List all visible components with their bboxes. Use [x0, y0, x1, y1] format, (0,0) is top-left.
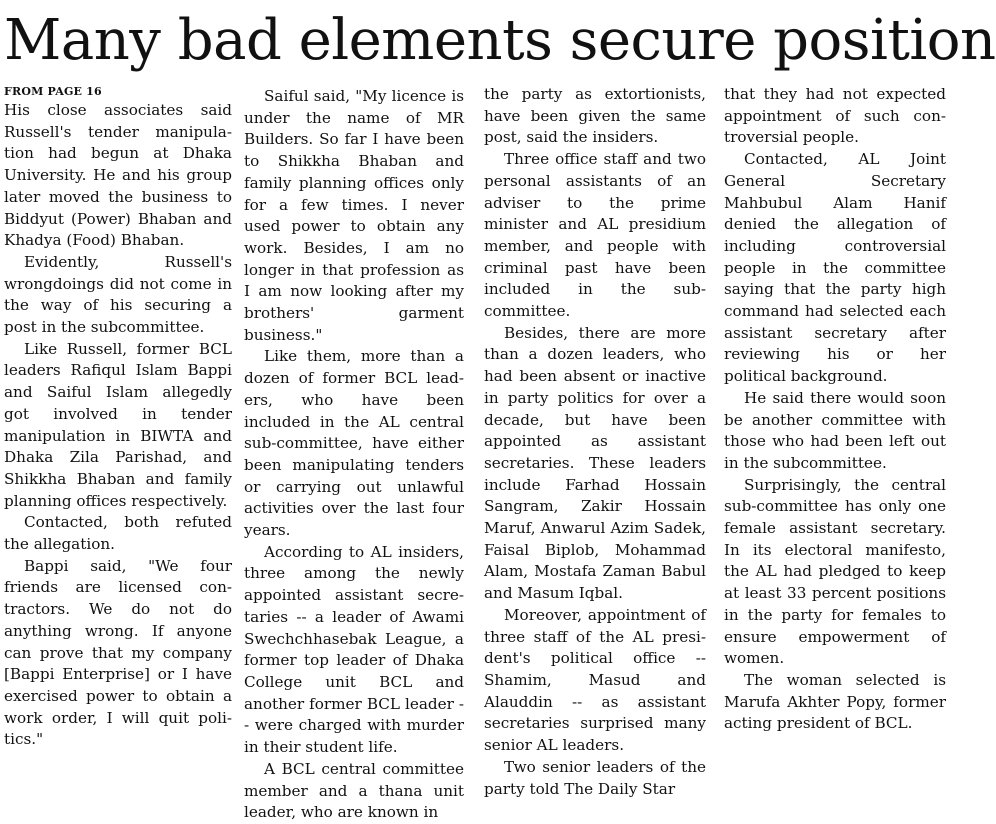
paragraph: Like them, more than a dozen of former BCL leaders, who have been included in the AL central sub-committee, have either been manipulating tenders or carrying out unlawful activities over the last four years.: [244, 347, 464, 540]
paragraph: He said there would soon be another committee with those who had been left out in the subcommittee.: [724, 388, 946, 472]
paragraph: Moreover, appointment of three staff of the AL president's political office -- Shamim, Masud and Alauddin -- as assistant secretaries surprised many senior AL leaders.: [484, 605, 706, 755]
paragraph: the party as extortionists, have been given the same post, said the insiders.: [484, 85, 706, 147]
headline: Many bad elements secure position: [4, 8, 996, 73]
paragraph: A BCL central committee member and a thana unit leader, who are known in: [244, 759, 464, 822]
paragraph: Like Russell, former BCL leaders Rafiqul Islam Bappi and Saiful Islam allegedly got involved in tender manipulation in BIWTA and Dhaka Zila Parishad, and Shikkha Bhaban and family planning offices respectively.: [4, 339, 232, 510]
paragraph: According to AL insiders, three among the newly appointed assistant secretaries -- a leader of Awami Swechchhasebak League, a former top leader of Dhaka College unit BCL and another former BCL leader -- were charged with murder in their student life.: [244, 542, 464, 757]
paragraph: Evidently, Russell's wrongdoings did not come in the way of his securing a post in the subcommittee.: [4, 252, 232, 337]
article-column-1: [4, 84, 232, 783]
paragraph: Bappi said, "We four friends are licensed contractors. We do not do anything wrong. If anyone can prove that my company [Bappi Enterprise] or I have exercised power to obtain a work order, I will quit politics.": [4, 556, 232, 749]
article-column-2: [244, 86, 464, 822]
paragraph: Two senior leaders of the party told The Daily Star: [484, 757, 706, 798]
paragraph: Surprisingly, the central sub-committee has only one female assistant secretary. In its electoral manifesto, the AL had pledged to keep at least 33 percent positions in the party for females to ensure empowerment of women.: [724, 475, 946, 668]
paragraph: The woman selected is Marufa Akhter Popy, former acting president of BCL.: [724, 670, 946, 733]
paragraph: Saiful said, "My licence is under the name of MR Builders. So far I have been to Shikkha Bhaban and family planning offices only for a few times. I never used power to obtain any work. Besides, I am no longer in that profession as I am now looking after my brothers' garment business.": [244, 87, 464, 344]
paragraph: that they had not expected appointment of such controversial people.: [724, 85, 946, 147]
article-column-4: [724, 84, 946, 783]
paragraph: Contacted, AL Joint General Secretary Mahbubul Alam Hanif denied the allegation of including controversial people in the committee saying that the party high command had selected each assistant secretary after reviewing his or her political background.: [724, 150, 946, 386]
paragraph: Contacted, both refuted the allegation.: [4, 513, 232, 554]
continuation-kicker: FROM PAGE 16: [4, 85, 102, 98]
paragraph: Three office staff and two personal assistants of an adviser to the prime minister and AL presidium member, and people with criminal past have been included in the subcommittee.: [484, 150, 706, 321]
paragraph: Besides, there are more than a dozen leaders, who had been absent or inactive in party politics for over a decade, but have been appointed as assistant secretaries. These leaders include Farhad Hossain Sangram, Zakir Hossain Maruf, Anwarul Azim Sadek, Faisal Biplob, Mohammad Alam, Mostafa Zaman Babul and Masum Iqbal.: [484, 323, 706, 603]
paragraph: His close associates said Russell's tender manipulation had begun at Dhaka University. He and his group later moved the business to Biddyut (Power) Bhaban and Khadya (Food) Bhaban.: [4, 101, 232, 250]
article-column-3: [484, 84, 706, 798]
